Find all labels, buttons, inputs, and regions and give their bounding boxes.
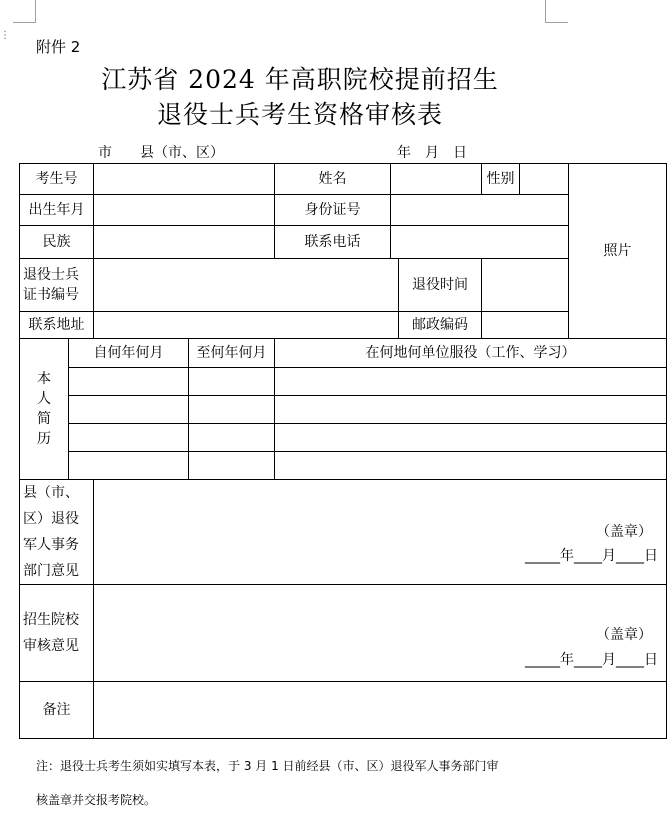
- birth-label: 出生年月: [20, 195, 94, 226]
- resume-to-cell[interactable]: [189, 396, 275, 424]
- id-no-label: 身份证号: [275, 195, 391, 226]
- school-seal-label: （盖章）: [596, 627, 653, 643]
- address-label: 联系地址: [20, 312, 94, 339]
- resume-to-cell[interactable]: [189, 452, 275, 480]
- resume-where-header: 在何地何单位服役（工作、学习）: [275, 339, 667, 368]
- resume-from-cell[interactable]: [69, 452, 189, 480]
- resume-where-cell[interactable]: [275, 424, 667, 452]
- discharge-time-field[interactable]: [482, 259, 569, 312]
- location-line: 市 县（市、区）: [98, 145, 224, 161]
- page-corner-mark-right: [545, 0, 568, 23]
- birth-field[interactable]: [94, 195, 275, 226]
- name-field[interactable]: [391, 164, 482, 195]
- resume-from-cell[interactable]: [69, 424, 189, 452]
- exam-no-field[interactable]: [94, 164, 275, 195]
- photo-box[interactable]: 照片: [569, 164, 667, 339]
- title-line-1: 江苏省 2024 年高职院校提前招生: [101, 65, 499, 94]
- note-line-1: 注：退役士兵考生须如实填写本表，于 3 月 1 日前经县（市、区）退役军人事务部门审: [36, 759, 499, 773]
- resume-from-header: 自何年何月: [69, 339, 189, 368]
- cert-no-label: 退役士兵 证书编号: [20, 259, 94, 312]
- school-opinion-field[interactable]: [94, 585, 667, 682]
- ethnicity-field[interactable]: [94, 226, 275, 259]
- address-field[interactable]: [94, 312, 399, 339]
- remarks-label: 备注: [20, 682, 94, 739]
- name-label: 姓名: [275, 164, 391, 195]
- date-line: 年 月 日: [397, 145, 467, 161]
- postcode-field[interactable]: [482, 312, 569, 339]
- resume-to-cell[interactable]: [189, 368, 275, 396]
- resume-from-cell[interactable]: [69, 368, 189, 396]
- gender-field[interactable]: [520, 164, 569, 195]
- ethnicity-label: 民族: [20, 226, 94, 259]
- title-line-2: 退役士兵考生资格审核表: [156, 100, 443, 129]
- resume-from-cell[interactable]: [69, 396, 189, 424]
- remarks-field[interactable]: [94, 682, 667, 739]
- id-no-field[interactable]: [391, 195, 569, 226]
- phone-field[interactable]: [391, 226, 569, 259]
- note-line-2: 核盖章并交报考院校。: [36, 793, 157, 807]
- attachment-label: 附件 2: [36, 38, 81, 56]
- postcode-label: 邮政编码: [399, 312, 482, 339]
- qualification-form-table: [19, 163, 667, 739]
- phone-label: 联系电话: [275, 226, 391, 259]
- resume-to-cell[interactable]: [189, 424, 275, 452]
- exam-no-label: 考生号: [20, 164, 94, 195]
- resume-label: 本 人 简 历: [20, 339, 69, 480]
- dept-opinion-label: 县（市、 区）退役 军人事务 部门意见: [20, 480, 94, 585]
- page-corner-mark-left: [13, 0, 36, 23]
- gender-label: 性别: [482, 164, 520, 195]
- table-handle-icon[interactable]: ⋮: [0, 30, 10, 41]
- school-opinion-label: 招生院校 审核意见: [20, 585, 94, 682]
- dept-opinion-field[interactable]: [94, 480, 667, 585]
- school-date-line: _____年____月____日: [525, 652, 659, 668]
- resume-where-cell[interactable]: [275, 368, 667, 396]
- dept-date-line: _____年____月____日: [525, 548, 659, 564]
- discharge-time-label: 退役时间: [399, 259, 482, 312]
- resume-to-header: 至何年何月: [189, 339, 275, 368]
- resume-where-cell[interactable]: [275, 452, 667, 480]
- dept-seal-label: （盖章）: [596, 524, 653, 540]
- cert-no-field[interactable]: [94, 259, 399, 312]
- resume-where-cell[interactable]: [275, 396, 667, 424]
